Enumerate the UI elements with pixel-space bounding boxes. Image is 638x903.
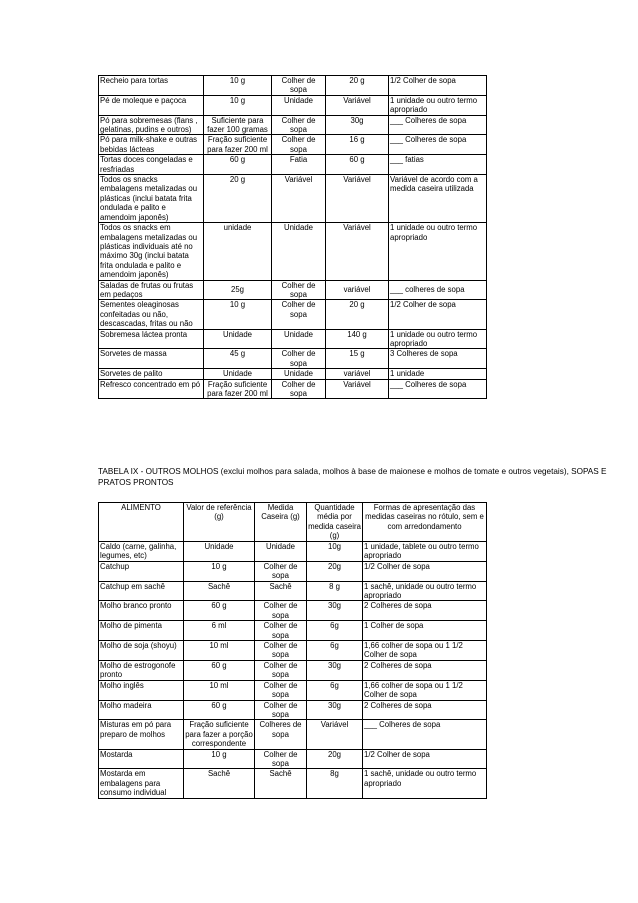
- cell-alimento: Refresco concentrado em pó: [99, 379, 204, 399]
- cell-medida-caseira: Unidade: [272, 329, 326, 349]
- table-ix: [98, 502, 487, 799]
- cell-quantidade: Variável: [326, 223, 389, 280]
- table-row: [99, 581, 487, 601]
- cell-quantidade: 30g: [307, 601, 363, 621]
- cell-medida-caseira: Colher de sopa: [272, 300, 326, 329]
- header-formas-apresentacao: Formas de apresentação das medidas caseiras no rótulo, sem e com arredondamento: [363, 503, 487, 542]
- cell-forma-apresentacao: 2 Colheres de sopa: [363, 601, 487, 621]
- cell-quantidade: 20 g: [326, 300, 389, 329]
- cell-medida-caseira: Unidade: [255, 542, 307, 562]
- cell-valor-referencia: 60 g: [184, 660, 255, 680]
- table-row: [99, 329, 487, 349]
- cell-valor-referencia: 60 g: [184, 700, 255, 720]
- cell-quantidade: 6g: [307, 621, 363, 641]
- cell-medida-caseira: Unidade: [272, 95, 326, 115]
- cell-alimento: Pó para sobremesas (flans , gelatinas, pudins e outros): [99, 115, 204, 135]
- cell-forma-apresentacao: 1,66 colher de sopa ou 1 1/2 Colher de sopa: [363, 680, 487, 700]
- table-row: [99, 300, 487, 329]
- cell-alimento: Recheio para tortas: [99, 76, 204, 96]
- cell-medida-caseira: Colher de sopa: [272, 379, 326, 399]
- cell-alimento: Molho madeira: [99, 700, 184, 720]
- cell-alimento: Molho de soja (shoyu): [99, 641, 184, 661]
- header-alimento: ALIMENTO: [99, 503, 184, 542]
- cell-valor-referencia: 10 ml: [184, 641, 255, 661]
- cell-medida-caseira: Fatia: [272, 155, 326, 175]
- cell-forma-apresentacao: 1 sachê, unidade ou outro termo apropriado: [363, 769, 487, 798]
- cell-forma-apresentacao: 1 unidade ou outro termo apropriado: [389, 223, 487, 280]
- cell-quantidade: 30g: [307, 700, 363, 720]
- cell-valor-referencia: Fração suficiente para fazer 200 ml: [204, 135, 272, 155]
- table-row: [99, 641, 487, 661]
- cell-quantidade: 15 g: [326, 349, 389, 369]
- cell-valor-referencia: 60 g: [184, 601, 255, 621]
- cell-medida-caseira: Unidade: [272, 223, 326, 280]
- cell-forma-apresentacao: 1 unidade ou outro termo apropriado: [389, 329, 487, 349]
- cell-forma-apresentacao: ___ Colheres de sopa: [389, 379, 487, 399]
- cell-valor-referencia: 10 g: [184, 561, 255, 581]
- cell-medida-caseira: Colher de sopa: [272, 135, 326, 155]
- cell-medida-caseira: Unidade: [272, 369, 326, 379]
- table-row: [99, 155, 487, 175]
- table-row: [99, 720, 487, 749]
- cell-valor-referencia: 10 ml: [184, 680, 255, 700]
- cell-quantidade: variável: [326, 280, 389, 300]
- cell-forma-apresentacao: Variável de acordo com a medida caseira utilizada: [389, 175, 487, 223]
- header-medida-caseira: Medida Caseira (g): [255, 503, 307, 542]
- cell-valor-referencia: unidade: [204, 223, 272, 280]
- cell-valor-referencia: 10 g: [184, 749, 255, 769]
- cell-alimento: Molho de pimenta: [99, 621, 184, 641]
- cell-medida-caseira: Colher de sopa: [255, 660, 307, 680]
- cell-forma-apresentacao: 2 Colheres de sopa: [363, 660, 487, 680]
- cell-alimento: Pé de moleque e paçoca: [99, 95, 204, 115]
- cell-valor-referencia: 10 g: [204, 300, 272, 329]
- cell-valor-referencia: Unidade: [184, 542, 255, 562]
- cell-valor-referencia: 60 g: [204, 155, 272, 175]
- table-row: [99, 95, 487, 115]
- cell-quantidade: Variável: [326, 95, 389, 115]
- cell-alimento: Caldo (carne, galinha, legumes, etc): [99, 542, 184, 562]
- table-row: [99, 749, 487, 769]
- cell-quantidade: 20 g: [326, 76, 389, 96]
- table-row: [99, 135, 487, 155]
- cell-alimento: Catchup: [99, 561, 184, 581]
- cell-quantidade: 8g: [307, 769, 363, 798]
- cell-alimento: Tortas doces congeladas e resfriadas: [99, 155, 204, 175]
- cell-alimento: Catchup em sachê: [99, 581, 184, 601]
- cell-forma-apresentacao: 1,66 colher de sopa ou 1 1/2 Colher de sopa: [363, 641, 487, 661]
- cell-alimento: Molho de estrogonofe pronto: [99, 660, 184, 680]
- cell-medida-caseira: Sachê: [255, 581, 307, 601]
- table-row: [99, 369, 487, 379]
- cell-alimento: Pó para milk-shake e outras bebidas lácteas: [99, 135, 204, 155]
- cell-alimento: Saladas de frutas ou frutas em pedaços: [99, 280, 204, 300]
- cell-alimento: Sorvetes de massa: [99, 349, 204, 369]
- cell-quantidade: 6g: [307, 641, 363, 661]
- cell-medida-caseira: Colher de sopa: [272, 349, 326, 369]
- cell-quantidade: variável: [326, 369, 389, 379]
- cell-quantidade: 30g: [307, 660, 363, 680]
- table-row: [99, 349, 487, 369]
- cell-forma-apresentacao: 1/2 Colher de sopa: [363, 561, 487, 581]
- table-row: [99, 700, 487, 720]
- table-row: [99, 76, 487, 96]
- cell-medida-caseira: Colher de sopa: [255, 621, 307, 641]
- cell-quantidade: Variável: [326, 175, 389, 223]
- cell-quantidade: 30g: [326, 115, 389, 135]
- cell-alimento: Molho branco pronto: [99, 601, 184, 621]
- table-row: [99, 601, 487, 621]
- cell-valor-referencia: 6 ml: [184, 621, 255, 641]
- cell-valor-referencia: 25g: [204, 280, 272, 300]
- cell-quantidade: Variável: [307, 720, 363, 749]
- cell-forma-apresentacao: 1/2 Colher de sopa: [389, 76, 487, 96]
- cell-forma-apresentacao: 1 Colher de sopa: [363, 621, 487, 641]
- cell-quantidade: 20g: [307, 749, 363, 769]
- table-row: [99, 660, 487, 680]
- header-valor-referencia: Valor de referência (g): [184, 503, 255, 542]
- cell-alimento: Molho inglês: [99, 680, 184, 700]
- table-row: [99, 115, 487, 135]
- cell-valor-referencia: 45 g: [204, 349, 272, 369]
- cell-medida-caseira: Sachê: [255, 769, 307, 798]
- cell-medida-caseira: Colher de sopa: [255, 601, 307, 621]
- header-quantidade-media: Quantidade média por medida caseira (g): [308, 503, 361, 541]
- table-row: [99, 621, 487, 641]
- table-row: [99, 223, 487, 280]
- cell-medida-caseira: Variável: [272, 175, 326, 223]
- cell-quantidade: 10g: [307, 542, 363, 562]
- cell-forma-apresentacao: 1 unidade ou outro termo apropriado: [389, 95, 487, 115]
- table-row: [99, 280, 487, 300]
- cell-valor-referencia: Sachê: [184, 769, 255, 798]
- cell-forma-apresentacao: 1 unidade: [389, 369, 487, 379]
- cell-valor-referencia: Fração suficiente para fazer a porção correspondente: [185, 720, 253, 749]
- cell-forma-apresentacao: ___ Colheres de sopa: [389, 135, 487, 155]
- table-row: [99, 680, 487, 700]
- cell-valor-referencia: 10 g: [204, 95, 272, 115]
- cell-alimento: Sorvetes de palito: [99, 369, 204, 379]
- cell-quantidade: 20g: [307, 561, 363, 581]
- table-row: [99, 561, 487, 581]
- cell-valor-referencia: Fração suficiente para fazer 200 ml: [204, 379, 272, 399]
- cell-forma-apresentacao: ___ Colheres de sopa: [363, 720, 487, 749]
- cell-forma-apresentacao: ___ Colheres de sopa: [389, 115, 487, 135]
- cell-forma-apresentacao: 1/2 Colher de sopa: [389, 300, 487, 329]
- cell-quantidade: 60 g: [326, 155, 389, 175]
- cell-alimento: Mostarda em embalagens para consumo individual: [99, 769, 184, 798]
- cell-valor-referencia: Sachê: [184, 581, 255, 601]
- cell-forma-apresentacao: 1 unidade, tablete ou outro termo apropriado: [363, 542, 487, 562]
- cell-forma-apresentacao: ___ colheres de sopa: [389, 280, 487, 300]
- table-row: [99, 175, 487, 223]
- cell-medida-caseira: Colher de sopa: [255, 561, 307, 581]
- table-row: [99, 379, 487, 399]
- cell-medida-caseira: Colher de sopa: [272, 115, 326, 135]
- cell-medida-caseira: Colher de sopa: [255, 641, 307, 661]
- cell-quantidade: 8 g: [307, 581, 363, 601]
- cell-medida-caseira: Colher de sopa: [272, 280, 326, 300]
- cell-medida-caseira: Colher de sopa: [255, 749, 307, 769]
- cell-medida-caseira: Colher de sopa: [255, 680, 307, 700]
- cell-alimento: Sementes oleaginosas confeitadas ou não, descascadas, fritas ou não: [99, 300, 204, 329]
- cell-quantidade: 140 g: [326, 329, 389, 349]
- table-header-row: [99, 503, 487, 542]
- table-row: [99, 542, 487, 562]
- cell-valor-referencia: Suficiente para fazer 100 gramas: [204, 115, 272, 135]
- cell-alimento: Todos os snacks embalagens metalizadas ou plásticas (inclui batata frita ondulada e palito e amendoim japonês): [99, 175, 204, 223]
- cell-quantidade: 16 g: [326, 135, 389, 155]
- cell-alimento: Mostarda: [99, 749, 184, 769]
- cell-alimento: Todos os snacks em embalagens metalizadas ou plásticas individuais até no máximo 30g (inclui batata frita ondulada e palito e amendoim japonês): [99, 223, 204, 280]
- cell-medida-caseira: Colheres de sopa: [255, 720, 307, 749]
- cell-forma-apresentacao: ___ fatias: [389, 155, 487, 175]
- cell-alimento: Misturas em pó para preparo de molhos: [99, 720, 184, 749]
- cell-alimento: Sobremesa láctea pronta: [99, 329, 204, 349]
- cell-valor-referencia: 10 g: [204, 76, 272, 96]
- table-row: [99, 769, 487, 798]
- cell-medida-caseira: Colher de sopa: [272, 76, 326, 96]
- cell-quantidade: Variável: [326, 379, 389, 399]
- cell-forma-apresentacao: 1 sachê, unidade ou outro termo apropriado: [363, 581, 487, 601]
- cell-valor-referencia: Unidade: [204, 329, 272, 349]
- cell-forma-apresentacao: 3 Colheres de sopa: [389, 349, 487, 369]
- table-ix-caption: TABELA IX - OUTROS MOLHOS (exclui molhos para salada, molhos à base de maionese e molhos de tomate e outros vegetais), SOPAS E PRATOS PRONTOS: [98, 467, 607, 487]
- cell-forma-apresentacao: 2 Colheres de sopa: [363, 700, 487, 720]
- cell-valor-referencia: Unidade: [204, 369, 272, 379]
- cell-quantidade: 6g: [307, 680, 363, 700]
- cell-valor-referencia: 20 g: [204, 175, 272, 223]
- cell-forma-apresentacao: 1/2 Colher de sopa: [363, 749, 487, 769]
- cell-medida-caseira: Colher de sopa: [255, 700, 307, 720]
- portion-table-continued: [98, 75, 487, 399]
